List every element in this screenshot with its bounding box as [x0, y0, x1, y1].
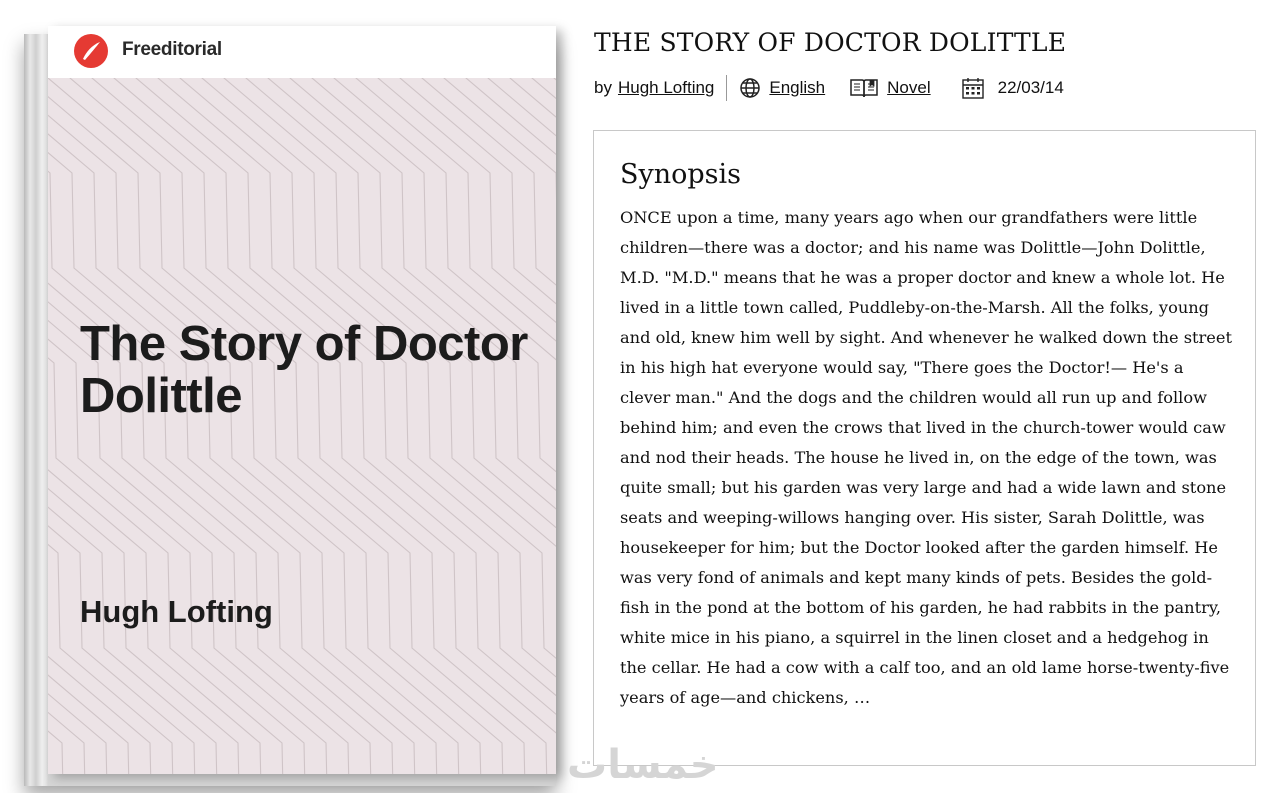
- cover-pattern: [48, 78, 556, 774]
- book-meta: [594, 74, 1064, 102]
- freeditorial-logo-icon: [74, 34, 108, 68]
- publish-date: 22/03/14: [997, 78, 1064, 97]
- calendar-icon: [961, 76, 985, 100]
- brand-name: Freeditorial: [122, 39, 222, 60]
- genre-link[interactable]: Novel: [887, 78, 931, 97]
- watermark-logo: خمسات: [567, 742, 719, 788]
- book-icon: [849, 77, 879, 99]
- cover-face: [48, 26, 556, 774]
- page-title: THE STORY OF DOCTOR DOLITTLE: [594, 28, 1067, 57]
- synopsis-text: ONCE upon a time, many years ago when our grandfathers were little children—there was a doctor; and his name was Dolittle—John Dolittle, M.D. "M.D." means that he was a proper doctor and knew a whole lot. He lived in a little town called, Puddleby-on-the-Marsh. All the folks, young and old, knew him well by sight. And whenever he walked down the street in his high hat everyone would say, "There goes the Doctor!— He's a clever man." And the dogs and the children would all run up and follow behind him; and even the crows that lived in the church-tower would caw and nod their heads. The house he lived in, on the edge of the town, was quite small; but his garden was very large and had a wide lawn and stone seats and weeping-willows hanging over. His sister, Sarah Dolittle, was housekeeper for him; but the Doctor looked after the garden himself. He was very fond of animals and kept many kinds of pets. Besides the gold-fish in the pond at the bottom of his garden, he had rabbits in the pantry, white mice in his piano, a squirrel in the linen closet and a hedgehog in the cellar. He had a cow with a calf too, and an old lame horse-twenty-five years of age—and chickens, …: [620, 208, 1232, 707]
- synopsis-panel: [593, 130, 1256, 766]
- cover-header: [48, 26, 556, 78]
- by-label: by: [594, 78, 612, 97]
- cover-title: The Story of Doctor Dolittle: [80, 317, 528, 423]
- book-cover[interactable]: [24, 26, 556, 786]
- cover-author: Hugh Lofting: [80, 594, 273, 629]
- synopsis-heading: Synopsis: [620, 159, 742, 190]
- globe-icon: [739, 77, 761, 99]
- meta-divider: [726, 75, 727, 101]
- language-link[interactable]: English: [769, 78, 826, 97]
- author-link[interactable]: Hugh Lofting: [617, 78, 715, 97]
